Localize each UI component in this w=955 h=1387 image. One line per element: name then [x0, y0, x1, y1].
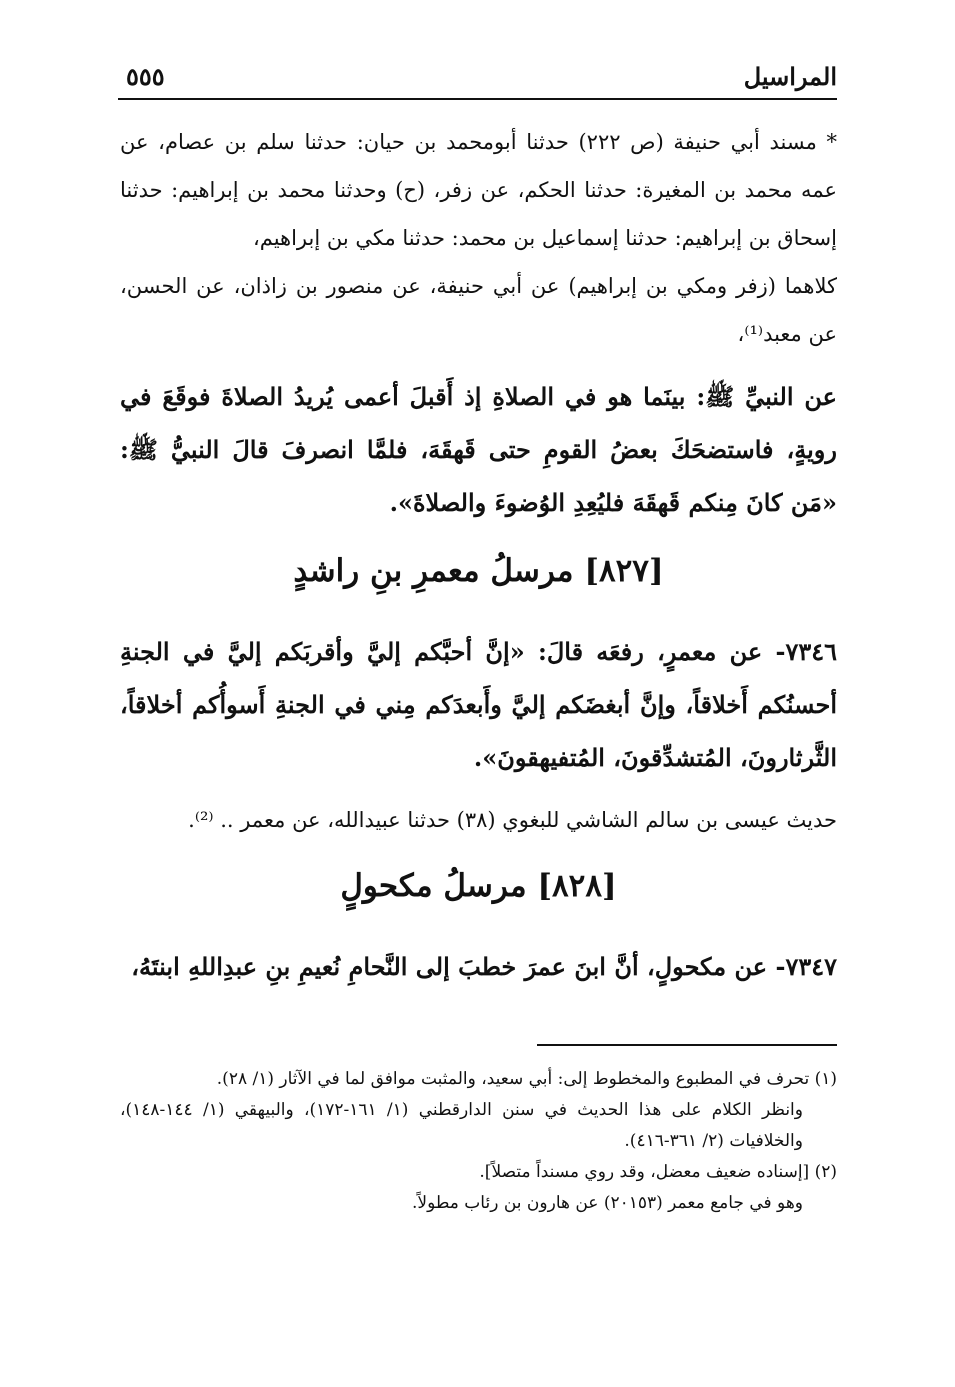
footnotes — [120, 1064, 837, 1219]
footnote-2: (٢) [إسناده ضعيف معضل، وقد روي مسنداً متصلاً]. — [479, 1162, 837, 1182]
page-number: ٥٥٥ — [126, 62, 165, 91]
source-paragraph: * مسند أبي حنيفة (ص ٢٢٢) حدثنا أبومحمد بن حيان: حدثنا سلم بن عصام، عن عمه محمد بن المغيرة: حدثنا الحكم، عن زفر، (ح) وحدثنا محمد بن إبراهيم: حدثنا إسحاق بن إبراهيم: حدثنا إسماعيل بن محمد: حدثنا مكي بن إبراهيم، — [120, 130, 837, 250]
footnote-2-continued: وهو في جامع معمر (٢٠١٥٣) عن هارون بن رئاب مطولاً. — [411, 1193, 803, 1213]
chapter-heading-827: [٨٢٧] مرسلُ معمرِ بنِ راشدٍ — [293, 553, 664, 589]
hadith-7347: ٧٣٤٧- عن مكحولٍ، أنَّ ابنَ عمرَ خطبَ إلى النَّحامِ نُعيمِ بنِ عبدِاللهِ ابنتَهُ، — [131, 952, 837, 981]
chapter-heading-828: [٨٢٨] مرسلُ مكحولٍ — [340, 868, 617, 904]
footnote-1-continued: وانظر الكلام على هذا الحديث في سنن الدارقطني (١/ ١٦١-١٧٢)، والبيهقي (١/ ١٤٤-١٤٨)، والخلافيات (٢/ ٣٦١-٤١٦). — [120, 1100, 803, 1151]
hadith-7346: ٧٣٤٦- عن معمرٍ، رفعَه قالَ: «إنَّ أحبَّكم إليَّ وأقربَكم إليَّ في الجنةِ أحسنُكم أَخلاقاً، وإنَّ أبغضَكم إليَّ وأَبعدَكم مِني في الجنةِ أَسوأُكم أخلاقاً، الثَّرثارونَ، المُتشدِّقونَ، المُتفيهقونَ». — [120, 637, 837, 772]
chain-paragraph: كلاهما (زفر ومكي بن إبراهيم) عن أبي حنيفة، عن منصور بن زاذان، عن الحسن، عن معبد⁽¹⁾، — [120, 274, 837, 346]
page-header — [118, 58, 837, 100]
running-title: المراسيل — [743, 62, 837, 91]
main-text — [120, 118, 837, 1005]
footnote-1: (١) تحرف في المطبوع والمخطوط إلى: أبي سعيد، والمثبت موافق لما في الآثار (١/ ٢٨). — [216, 1069, 837, 1089]
source-paragraph-7346: حديث عيسى بن سالم الشاشي للبغوي (٣٨) حدثنا عبيدالله، عن معمر .. ⁽²⁾. — [188, 808, 837, 832]
hadith-text: عن النبيِّ ﷺ: بينَما هو في الصلاةِ إذ أَقبلَ أعمى يُريدُ الصلاةَ فوقَعَ في رويةٍ، فاستضحَكَ بعضُ القومِ حتى قَهقَهَ، فلمَّا انصرفَ قالَ النبيُّ ﷺ: «مَن كانَ مِنكم قَهقَهَ فليُعِدِ الوُضوءَ والصلاةَ». — [120, 382, 837, 517]
footnote-divider — [537, 1044, 837, 1046]
